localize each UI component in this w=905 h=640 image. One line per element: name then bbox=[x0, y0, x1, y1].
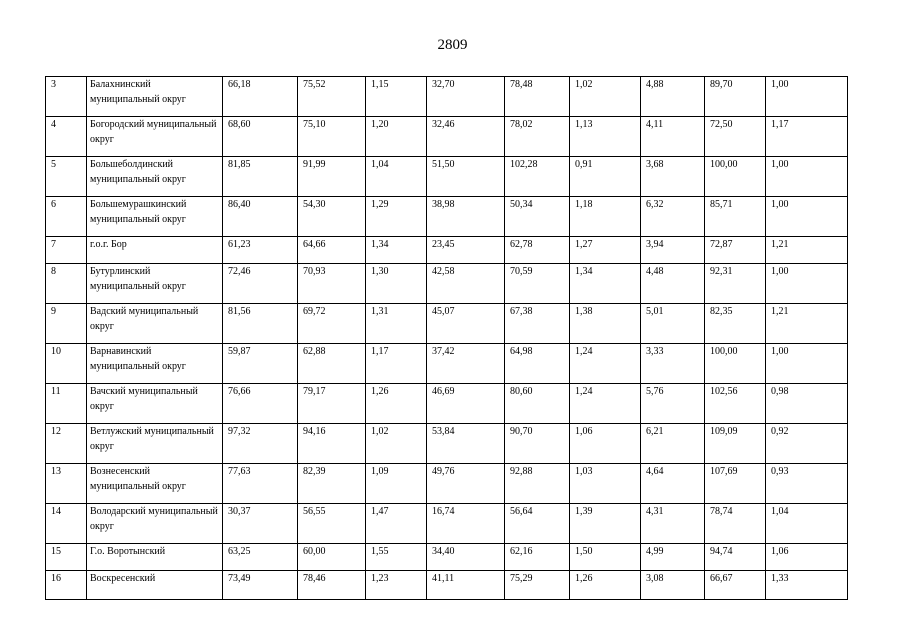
value-cell: 94,16 bbox=[298, 424, 366, 464]
value-cell: 78,48 bbox=[505, 77, 570, 117]
value-cell: 3,08 bbox=[641, 571, 705, 600]
value-cell: 72,87 bbox=[705, 237, 766, 264]
row-number-cell: 8 bbox=[46, 264, 87, 304]
value-cell: 64,66 bbox=[298, 237, 366, 264]
value-cell: 32,70 bbox=[427, 77, 505, 117]
value-cell: 1,24 bbox=[570, 344, 641, 384]
value-cell: 1,02 bbox=[366, 424, 427, 464]
value-cell: 32,46 bbox=[427, 117, 505, 157]
value-cell: 1,26 bbox=[366, 384, 427, 424]
value-cell: 34,40 bbox=[427, 544, 505, 571]
district-name-cell: Г.о. Воротынский bbox=[87, 544, 223, 571]
value-cell: 64,98 bbox=[505, 344, 570, 384]
district-name-cell: Ветлужский муниципальный округ bbox=[87, 424, 223, 464]
value-cell: 4,31 bbox=[641, 504, 705, 544]
value-cell: 89,70 bbox=[705, 77, 766, 117]
value-cell: 4,88 bbox=[641, 77, 705, 117]
value-cell: 1,29 bbox=[366, 197, 427, 237]
value-cell: 1,04 bbox=[766, 504, 848, 544]
value-cell: 1,34 bbox=[570, 264, 641, 304]
value-cell: 59,87 bbox=[223, 344, 298, 384]
row-number-cell: 10 bbox=[46, 344, 87, 384]
table-row bbox=[46, 117, 848, 157]
district-name-cell: г.о.г. Бор bbox=[87, 237, 223, 264]
row-number-cell: 6 bbox=[46, 197, 87, 237]
row-number-cell: 3 bbox=[46, 77, 87, 117]
table-row bbox=[46, 344, 848, 384]
value-cell: 70,59 bbox=[505, 264, 570, 304]
value-cell: 62,78 bbox=[505, 237, 570, 264]
value-cell: 61,23 bbox=[223, 237, 298, 264]
value-cell: 1,15 bbox=[366, 77, 427, 117]
value-cell: 100,00 bbox=[705, 157, 766, 197]
row-number-cell: 16 bbox=[46, 571, 87, 600]
value-cell: 60,00 bbox=[298, 544, 366, 571]
value-cell: 78,46 bbox=[298, 571, 366, 600]
value-cell: 46,69 bbox=[427, 384, 505, 424]
district-name-cell: Большемурашкинский муниципальный округ bbox=[87, 197, 223, 237]
value-cell: 67,38 bbox=[505, 304, 570, 344]
value-cell: 5,76 bbox=[641, 384, 705, 424]
data-table bbox=[45, 76, 848, 600]
value-cell: 6,21 bbox=[641, 424, 705, 464]
value-cell: 62,88 bbox=[298, 344, 366, 384]
value-cell: 1,21 bbox=[766, 304, 848, 344]
value-cell: 1,50 bbox=[570, 544, 641, 571]
value-cell: 1,30 bbox=[366, 264, 427, 304]
value-cell: 77,63 bbox=[223, 464, 298, 504]
value-cell: 78,74 bbox=[705, 504, 766, 544]
value-cell: 38,98 bbox=[427, 197, 505, 237]
value-cell: 85,71 bbox=[705, 197, 766, 237]
value-cell: 1,31 bbox=[366, 304, 427, 344]
value-cell: 1,26 bbox=[570, 571, 641, 600]
value-cell: 4,99 bbox=[641, 544, 705, 571]
value-cell: 1,17 bbox=[766, 117, 848, 157]
value-cell: 72,50 bbox=[705, 117, 766, 157]
table-row bbox=[46, 157, 848, 197]
value-cell: 1,06 bbox=[766, 544, 848, 571]
value-cell: 1,39 bbox=[570, 504, 641, 544]
value-cell: 97,32 bbox=[223, 424, 298, 464]
value-cell: 1,00 bbox=[766, 77, 848, 117]
value-cell: 107,69 bbox=[705, 464, 766, 504]
value-cell: 1,13 bbox=[570, 117, 641, 157]
value-cell: 81,85 bbox=[223, 157, 298, 197]
value-cell: 102,56 bbox=[705, 384, 766, 424]
row-number-cell: 13 bbox=[46, 464, 87, 504]
value-cell: 41,11 bbox=[427, 571, 505, 600]
value-cell: 81,56 bbox=[223, 304, 298, 344]
value-cell: 72,46 bbox=[223, 264, 298, 304]
value-cell: 79,17 bbox=[298, 384, 366, 424]
value-cell: 45,07 bbox=[427, 304, 505, 344]
table-row bbox=[46, 464, 848, 504]
value-cell: 4,64 bbox=[641, 464, 705, 504]
table-row bbox=[46, 544, 848, 571]
value-cell: 75,52 bbox=[298, 77, 366, 117]
value-cell: 94,74 bbox=[705, 544, 766, 571]
value-cell: 1,23 bbox=[366, 571, 427, 600]
value-cell: 1,18 bbox=[570, 197, 641, 237]
value-cell: 3,68 bbox=[641, 157, 705, 197]
value-cell: 1,55 bbox=[366, 544, 427, 571]
district-name-cell: Большеболдинский муниципальный округ bbox=[87, 157, 223, 197]
page-number: 2809 bbox=[437, 37, 468, 53]
district-name-cell: Воскресенский bbox=[87, 571, 223, 600]
value-cell: 3,33 bbox=[641, 344, 705, 384]
value-cell: 1,00 bbox=[766, 344, 848, 384]
row-number-cell: 9 bbox=[46, 304, 87, 344]
value-cell: 1,38 bbox=[570, 304, 641, 344]
table-row bbox=[46, 237, 848, 264]
value-cell: 1,17 bbox=[366, 344, 427, 384]
value-cell: 92,88 bbox=[505, 464, 570, 504]
value-cell: 1,00 bbox=[766, 197, 848, 237]
value-cell: 1,00 bbox=[766, 264, 848, 304]
table-row bbox=[46, 197, 848, 237]
value-cell: 78,02 bbox=[505, 117, 570, 157]
value-cell: 0,91 bbox=[570, 157, 641, 197]
value-cell: 73,49 bbox=[223, 571, 298, 600]
district-name-cell: Бутурлинский муниципальный округ bbox=[87, 264, 223, 304]
value-cell: 6,32 bbox=[641, 197, 705, 237]
value-cell: 68,60 bbox=[223, 117, 298, 157]
value-cell: 75,10 bbox=[298, 117, 366, 157]
value-cell: 1,34 bbox=[366, 237, 427, 264]
value-cell: 82,35 bbox=[705, 304, 766, 344]
value-cell: 42,58 bbox=[427, 264, 505, 304]
value-cell: 76,66 bbox=[223, 384, 298, 424]
value-cell: 1,02 bbox=[570, 77, 641, 117]
value-cell: 5,01 bbox=[641, 304, 705, 344]
value-cell: 56,64 bbox=[505, 504, 570, 544]
value-cell: 1,20 bbox=[366, 117, 427, 157]
value-cell: 37,42 bbox=[427, 344, 505, 384]
value-cell: 1,09 bbox=[366, 464, 427, 504]
value-cell: 50,34 bbox=[505, 197, 570, 237]
value-cell: 51,50 bbox=[427, 157, 505, 197]
row-number-cell: 12 bbox=[46, 424, 87, 464]
value-cell: 92,31 bbox=[705, 264, 766, 304]
row-number-cell: 14 bbox=[46, 504, 87, 544]
value-cell: 66,18 bbox=[223, 77, 298, 117]
value-cell: 109,09 bbox=[705, 424, 766, 464]
value-cell: 23,45 bbox=[427, 237, 505, 264]
value-cell: 62,16 bbox=[505, 544, 570, 571]
table-row bbox=[46, 384, 848, 424]
table-row bbox=[46, 571, 848, 600]
value-cell: 1,06 bbox=[570, 424, 641, 464]
row-number-cell: 5 bbox=[46, 157, 87, 197]
value-cell: 86,40 bbox=[223, 197, 298, 237]
value-cell: 80,60 bbox=[505, 384, 570, 424]
row-number-cell: 15 bbox=[46, 544, 87, 571]
value-cell: 100,00 bbox=[705, 344, 766, 384]
value-cell: 82,39 bbox=[298, 464, 366, 504]
value-cell: 30,37 bbox=[223, 504, 298, 544]
district-name-cell: Вачский муниципальный округ bbox=[87, 384, 223, 424]
value-cell: 102,28 bbox=[505, 157, 570, 197]
value-cell: 1,33 bbox=[766, 571, 848, 600]
row-number-cell: 4 bbox=[46, 117, 87, 157]
value-cell: 1,21 bbox=[766, 237, 848, 264]
value-cell: 1,27 bbox=[570, 237, 641, 264]
table-row bbox=[46, 264, 848, 304]
value-cell: 90,70 bbox=[505, 424, 570, 464]
district-name-cell: Вадский муниципальный округ bbox=[87, 304, 223, 344]
district-name-cell: Вознесенский муниципальный округ bbox=[87, 464, 223, 504]
value-cell: 75,29 bbox=[505, 571, 570, 600]
value-cell: 54,30 bbox=[298, 197, 366, 237]
row-number-cell: 11 bbox=[46, 384, 87, 424]
table-row bbox=[46, 77, 848, 117]
value-cell: 1,00 bbox=[766, 157, 848, 197]
table-row bbox=[46, 304, 848, 344]
value-cell: 91,99 bbox=[298, 157, 366, 197]
table-row bbox=[46, 504, 848, 544]
district-name-cell: Балахнинский муниципальный округ bbox=[87, 77, 223, 117]
value-cell: 66,67 bbox=[705, 571, 766, 600]
value-cell: 56,55 bbox=[298, 504, 366, 544]
value-cell: 0,92 bbox=[766, 424, 848, 464]
table-row bbox=[46, 424, 848, 464]
value-cell: 1,04 bbox=[366, 157, 427, 197]
value-cell: 16,74 bbox=[427, 504, 505, 544]
district-name-cell: Богородский муниципальный округ bbox=[87, 117, 223, 157]
value-cell: 1,47 bbox=[366, 504, 427, 544]
value-cell: 53,84 bbox=[427, 424, 505, 464]
district-name-cell: Варнавинский муниципальный округ bbox=[87, 344, 223, 384]
value-cell: 70,93 bbox=[298, 264, 366, 304]
value-cell: 69,72 bbox=[298, 304, 366, 344]
value-cell: 4,11 bbox=[641, 117, 705, 157]
row-number-cell: 7 bbox=[46, 237, 87, 264]
value-cell: 49,76 bbox=[427, 464, 505, 504]
value-cell: 63,25 bbox=[223, 544, 298, 571]
value-cell: 0,98 bbox=[766, 384, 848, 424]
value-cell: 3,94 bbox=[641, 237, 705, 264]
value-cell: 1,24 bbox=[570, 384, 641, 424]
value-cell: 1,03 bbox=[570, 464, 641, 504]
value-cell: 0,93 bbox=[766, 464, 848, 504]
value-cell: 4,48 bbox=[641, 264, 705, 304]
district-name-cell: Володарский муниципальный округ bbox=[87, 504, 223, 544]
